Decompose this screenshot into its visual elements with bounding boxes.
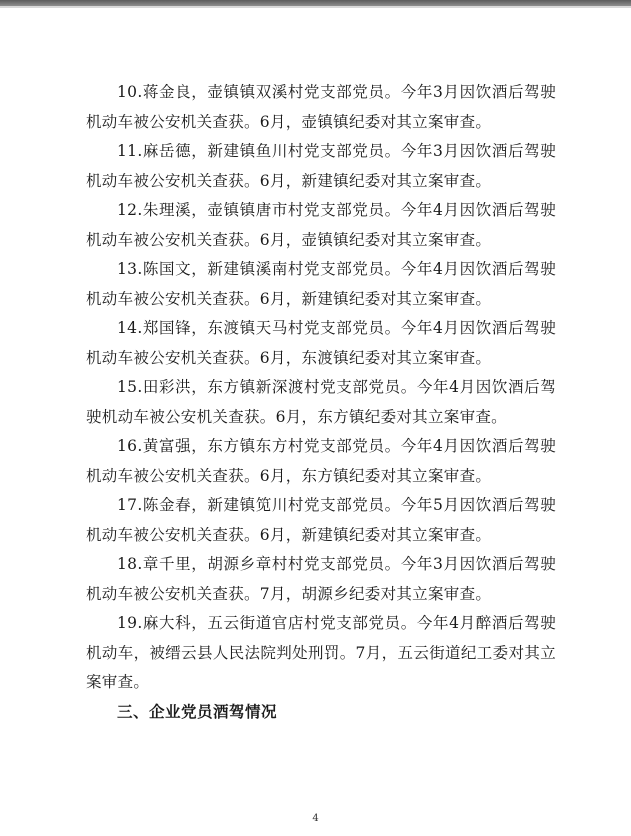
case-paragraph-13: 13.陈国文，新建镇溪南村党支部党员。今年4月因饮酒后驾驶机动车被公安机关查获。6月，新建镇纪委对其立案审查。 bbox=[86, 260, 556, 308]
case-paragraph-17: 17.陈金春，新建镇笕川村党支部党员。今年5月因饮酒后驾驶机动车被公安机关查获。6月，新建镇纪委对其立案审查。 bbox=[86, 496, 556, 544]
case-paragraph-10: 10.蒋金良，壶镇镇双溪村党支部党员。今年3月因饮酒后驾驶机动车被公安机关查获。6月，壶镇镇纪委对其立案审查。 bbox=[86, 83, 556, 131]
case-paragraph-11: 11.麻岳德，新建镇鱼川村党支部党员。今年3月因饮酒后驾驶机动车被公安机关查获。6月，新建镇纪委对其立案审查。 bbox=[86, 142, 556, 190]
section-heading: 三、企业党员酒驾情况 bbox=[117, 702, 278, 721]
case-paragraph-16: 16.黄富强，东方镇东方村党支部党员。今年4月因饮酒后驾驶机动车被公安机关查获。6月，东方镇纪委对其立案审查。 bbox=[86, 437, 556, 485]
top-border bbox=[0, 0, 631, 6]
case-paragraph-15: 15.田彩洪，东方镇新深渡村党支部党员。今年4月因饮酒后驾驶机动车被公安机关查获。6月，东方镇纪委对其立案审查。 bbox=[86, 378, 556, 426]
document-body bbox=[86, 78, 556, 727]
case-paragraph-12: 12.朱理溪，壶镇镇唐市村党支部党员。今年4月因饮酒后驾驶机动车被公安机关查获。6月，壶镇镇纪委对其立案审查。 bbox=[86, 201, 556, 249]
case-paragraph-18: 18.章千里，胡源乡章村村党支部党员。今年3月因饮酒后驾驶机动车被公安机关查获。7月，胡源乡纪委对其立案审查。 bbox=[86, 555, 556, 603]
page-number: 4 bbox=[312, 813, 319, 824]
case-paragraph-14: 14.郑国锋，东渡镇天马村党支部党员。今年4月因饮酒后驾驶机动车被公安机关查获。6月，东渡镇纪委对其立案审查。 bbox=[86, 319, 556, 367]
case-paragraph-19: 19.麻大科，五云街道官店村党支部党员。今年4月醉酒后驾驶机动车，被缙云县人民法院判处刑罚。7月，五云街道纪工委对其立案审查。 bbox=[86, 614, 556, 691]
